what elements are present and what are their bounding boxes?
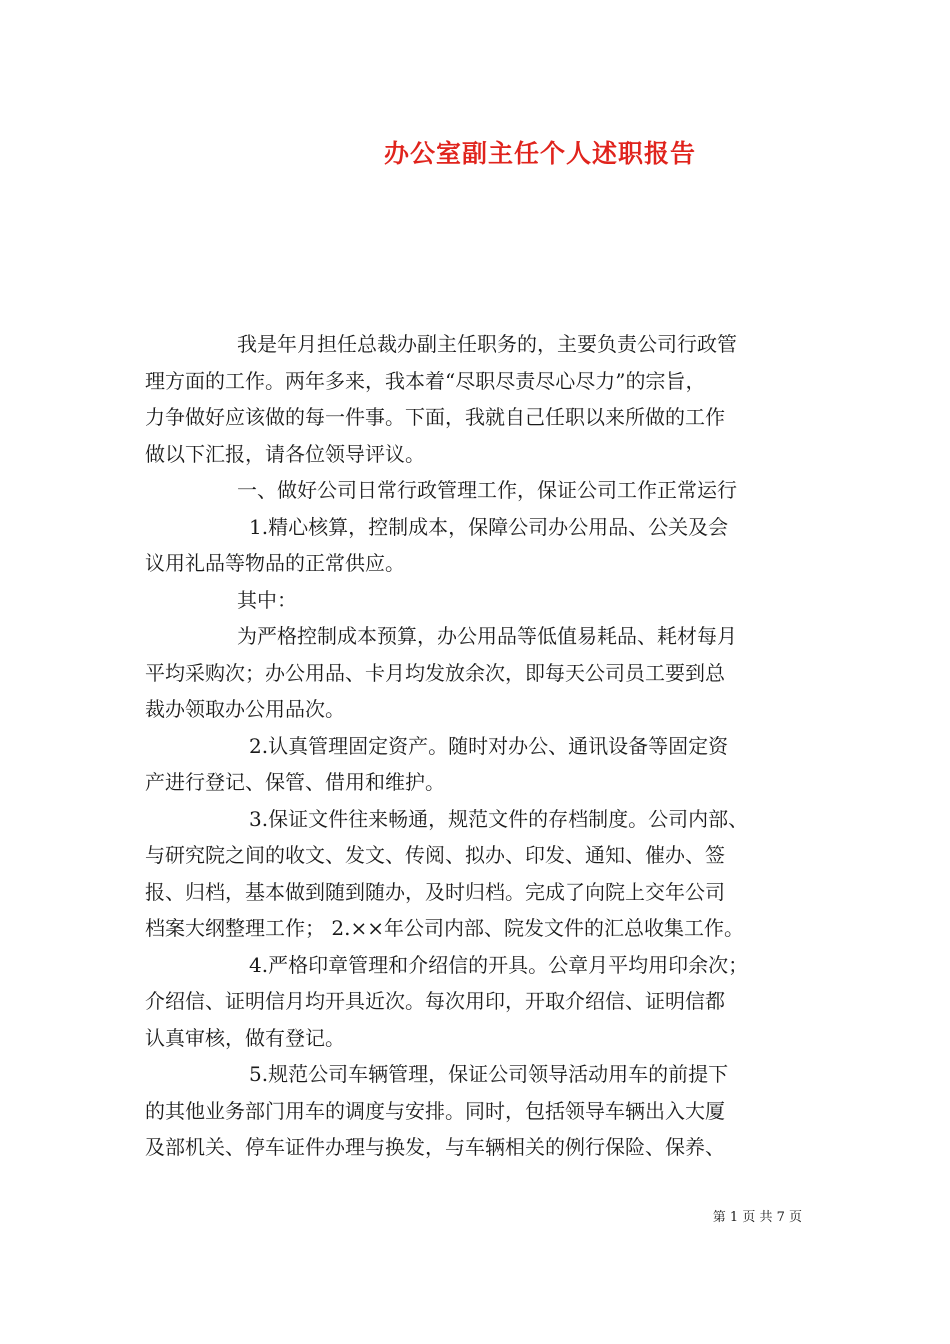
body-line: 裁办领取办公用品次。 [145,697,345,721]
body-line: 介绍信、证明信月均开具近次。每次用印，开取介绍信、证明信都 [145,989,725,1013]
body-line: 报、归档，基本做到随到随办，及时归档。完成了向院上交年公司 [145,879,725,904]
body-line: 议用礼品等物品的正常供应。 [145,551,405,575]
page-footer: 第 1 页 共 7 页 [712,1210,802,1225]
body-line: 为严格控制成本预算，办公用品等低值易耗品、耗材每月 [237,624,737,648]
body-line: 理方面的工作。两年多来，我本着“尽职尽责尽心尽力”的宗旨， [145,368,706,393]
body-line: 5.规范公司车辆管理，保证公司领导活动用车的前提下 [249,1062,729,1086]
body-line: 与研究院之间的收文、发文、传阅、拟办、印发、通知、催办、签 [145,843,725,867]
body-line: 的其他业务部门用车的调度与安排。同时，包括领导车辆出入大厦 [145,1098,725,1123]
body-line: 力争做好应该做的每一件事。下面，我就自己任职以来所做的工作 [145,405,725,429]
body-line: 一、做好公司日常行政管理工作，保证公司工作正常运行 [237,478,737,502]
body-line: 我是年月担任总裁办副主任职务的，主要负责公司行政管 [237,332,737,356]
document-body [145,326,809,1166]
body-line: 认真审核，做有登记。 [145,1025,345,1050]
body-line: 4.严格印章管理和介绍信的开具。公章月平均用印余次； [249,952,749,977]
body-line: 2.认真管理固定资产。随时对办公、通讯设备等固定资 [249,733,729,758]
body-line: 平均采购次；办公用品、卡月均发放余次，即每天公司员工要到总 [145,660,725,685]
body-line: 3.保证文件往来畅通，规范文件的存档制度。公司内部、 [249,806,749,831]
body-line: 做以下汇报，请各位领导评议。 [145,441,425,466]
body-line: 档案大纲整理工作； 2.××年公司内部、院发文件的汇总收集工作。 [145,916,744,940]
document-title: 办公室副主任个人述职报告 [383,139,696,168]
body-line: 1.精心核算，控制成本，保障公司办公用品、公关及会 [249,514,729,539]
body-line: 及部机关、停车证件办理与换发，与车辆相关的例行保险、保养、 [145,1135,725,1159]
body-line: 产进行登记、保管、借用和维护。 [145,770,445,794]
body-line: 其中： [237,587,297,612]
